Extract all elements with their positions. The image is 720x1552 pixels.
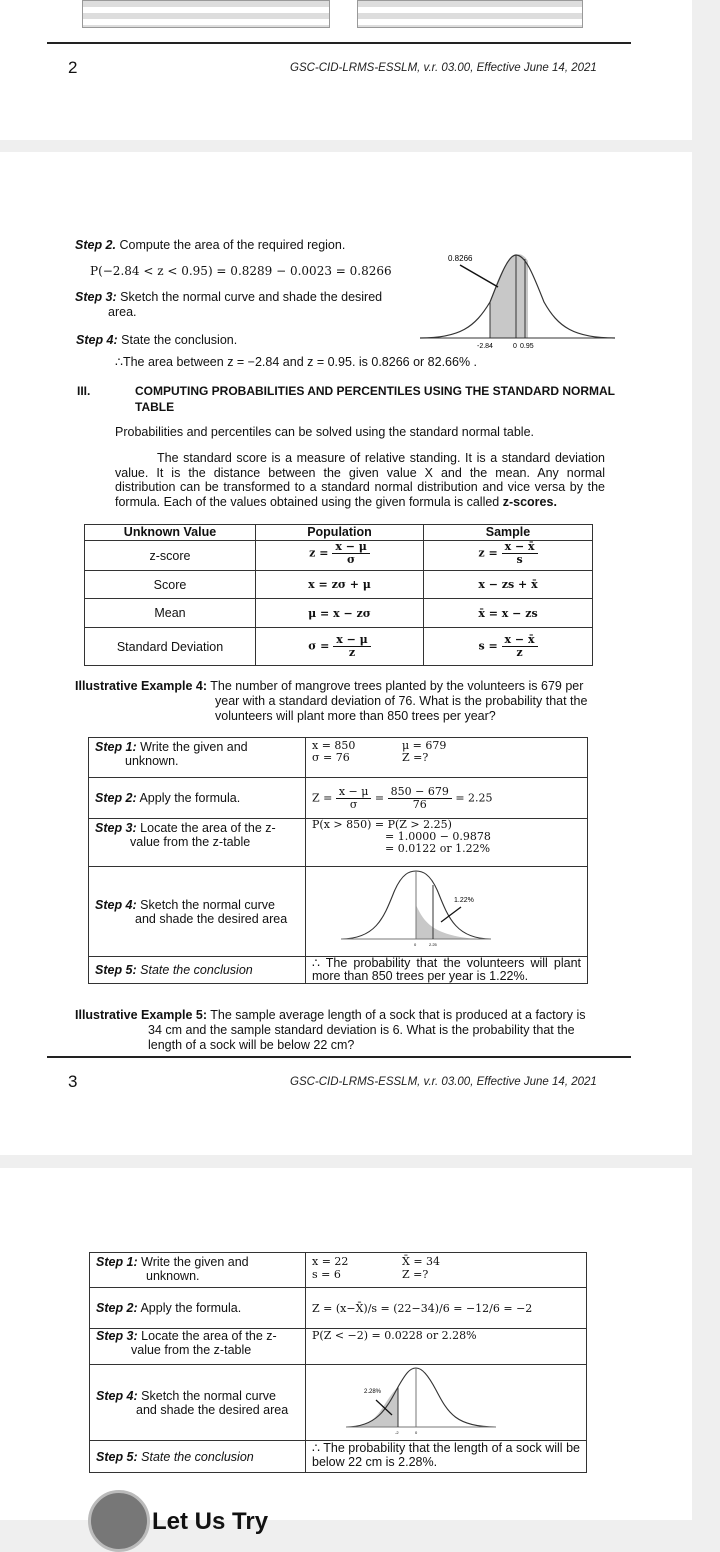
result: = 2.25 <box>455 791 493 804</box>
step2-formula: P(−2.84 < z < 0.95) = 0.8289 − 0.0023 = 0.8266 <box>90 264 392 278</box>
area-label: 1.22% <box>454 897 474 904</box>
curve <box>346 1368 496 1427</box>
given-value: s = 6 <box>312 1268 341 1281</box>
given-value: Z =? <box>402 1268 429 1281</box>
example-text: The sample average length of a sock that is produced at a factory is <box>207 1008 586 1022</box>
row-label: Mean <box>85 599 256 628</box>
step-label: Step 1: <box>96 1255 138 1269</box>
calc-line: P(Z < −2) = 0.0228 or 2.28% <box>306 1329 587 1365</box>
page-number: 3 <box>68 1072 78 1091</box>
numerator: x − μ <box>333 634 371 647</box>
table-row <box>89 819 588 867</box>
conclusion-text: ∴ The probability that the volunteers will plant more than 850 trees per year is 1.22%. <box>306 957 588 984</box>
example-text: volunteers will plant more than 850 trees per year? <box>215 709 496 723</box>
step-text: Write the given and <box>137 1255 249 1269</box>
step-text: State the conclusion <box>136 963 253 977</box>
example-label: Illustrative Example 4: <box>75 679 208 693</box>
conclusion-text: ∴ The probability that the length of a sock will be below 22 cm is 2.28%. <box>306 1441 587 1473</box>
bold-term: z-scores. <box>502 494 557 509</box>
arrow <box>460 265 498 287</box>
step-label: Step 5: <box>96 1449 138 1464</box>
formula: x − zs + x̄ <box>424 571 593 599</box>
table-row <box>85 541 593 571</box>
normal-curve-diagram-3 <box>306 1365 586 1437</box>
z-score-paragraph <box>115 451 605 509</box>
tick-label: -2.84 <box>477 343 493 350</box>
step-label: Step 4: <box>76 333 118 347</box>
tick-label: 0 <box>513 343 517 350</box>
step4-line <box>76 333 237 348</box>
denominator: σ <box>347 553 356 566</box>
column-header: Sample <box>424 525 593 541</box>
conclusion: ∴The area between z = −2.84 and z = 0.95. is 0.8266 or 82.66% . <box>115 355 478 369</box>
step-label: Step 2: <box>95 791 137 805</box>
page-number: 2 <box>68 58 78 77</box>
table-row: Step 2: Apply the formula. Z = $\frac{x - \mu}{\sigma}$ = $\frac{850 - 679}{76}$ = 2.25 <box>89 778 588 819</box>
intro-text: Probabilities and percentiles can be solved using the standard normal table. <box>115 425 535 439</box>
page-footer: GSC-CID-LRMS-ESSLM, v.r. 03.00, Effective June 14, 2021 <box>290 1076 597 1088</box>
step-text: Locate the area of the z- <box>137 1329 277 1343</box>
step-label: Step 3: <box>75 290 117 304</box>
section-number: III. <box>77 384 91 398</box>
table-row <box>85 628 593 666</box>
denominator: z <box>348 646 356 659</box>
step-text: value from the z-table <box>130 835 251 849</box>
area-label: 0.8266 <box>448 254 473 263</box>
formula-table <box>84 524 593 666</box>
tick-label: 0 <box>414 942 417 947</box>
table-row <box>90 1288 587 1329</box>
formula: μ = x − zσ <box>256 599 424 628</box>
calc-line: = 0.0122 or 1.22% <box>385 842 491 855</box>
example-label: Illustrative Example 5: <box>75 1008 208 1022</box>
step-label: Step 5: <box>95 963 137 977</box>
step-text: Sketch the normal curve <box>137 1388 276 1403</box>
table-row <box>89 738 588 778</box>
example-5-table <box>89 1252 587 1473</box>
tick-label: 2.25 <box>429 942 437 947</box>
step-text: unknown. <box>146 1269 200 1283</box>
example-text: length of a sock will be below 22 cm? <box>148 1038 355 1052</box>
section-heading: COMPUTING PROBABILITIES AND PERCENTILES USING THE STANDARD NORMAL TABLE <box>135 384 615 414</box>
step-label: Step 3: <box>96 1329 138 1343</box>
step-label: Step 2. <box>75 238 116 252</box>
area-label: 2.28% <box>364 1389 382 1395</box>
given-value: Z =? <box>402 751 429 764</box>
example-5-prompt <box>75 1008 615 1053</box>
given-value: x = 850 <box>312 739 356 752</box>
page-2 <box>0 152 692 1155</box>
page-footer: GSC-CID-LRMS-ESSLM, v.r. 03.00, Effective June 14, 2021 <box>290 62 597 74</box>
row-label: Score <box>85 571 256 599</box>
denominator: σ <box>349 797 358 811</box>
tick-label: 0.95 <box>520 343 534 350</box>
step-text: Sketch the normal curve and shade the desired <box>116 290 383 304</box>
step-label: Step 4: <box>95 897 137 912</box>
step2-line <box>75 238 345 253</box>
formula: σ = <box>308 639 330 653</box>
table-row <box>89 957 588 984</box>
table-row <box>85 599 593 628</box>
page-3 <box>0 1168 692 1535</box>
step-label: Step 2: <box>96 1301 138 1315</box>
step-text: value from the z-table <box>131 1343 252 1357</box>
step-text: Locate the area of the z- <box>136 821 276 835</box>
footer-rule <box>47 42 631 44</box>
page-1-fragment <box>0 0 692 140</box>
step-label: Step 4: <box>96 1388 138 1403</box>
step-text: State the conclusion <box>137 1449 254 1464</box>
numerator: x − x̄ <box>502 634 538 647</box>
given-value: X̄ = 34 <box>402 1255 441 1268</box>
column-header: Unknown Value <box>85 525 256 541</box>
numerator: x − x̄ <box>502 541 538 554</box>
formula: x = zσ + μ <box>256 571 424 599</box>
tick-label: 0 <box>415 1430 418 1435</box>
step-text: area. <box>108 305 137 319</box>
step3-line <box>75 290 405 320</box>
denominator: z <box>516 646 523 659</box>
example-4-table <box>88 737 588 984</box>
table-row <box>90 1441 587 1473</box>
normal-curve-diagram-2 <box>306 867 586 953</box>
step-text: State the conclusion. <box>117 333 238 347</box>
shaded-area <box>490 254 528 338</box>
puzzle-gear-icon <box>88 1490 150 1552</box>
table-row <box>90 1365 587 1441</box>
step-label: Step 1: <box>95 740 137 754</box>
example-4-prompt <box>75 679 615 724</box>
formula: Z = <box>312 791 333 804</box>
section-heading: Let Us Try <box>152 1508 269 1535</box>
table-row <box>90 1253 587 1288</box>
example-text: year with a standard deviation of 76. What is the probability that the <box>215 694 588 708</box>
z-table-image-negative <box>82 0 330 28</box>
step-text: unknown. <box>125 754 179 768</box>
formula: z = <box>478 546 498 560</box>
z-table-image-positive <box>357 0 583 28</box>
given-value: σ = 76 <box>312 751 350 764</box>
denominator: 76 <box>412 797 427 811</box>
numerator: 850 − 679 <box>388 786 452 799</box>
step-label: Step 3: <box>95 821 137 835</box>
paragraph-text: The standard score is a measure of relative standing. It is a standard deviation value. It is the distance between the given value X and the mean. Any normal distribution can be transformed to a standard normal distribution and vice versa by the formula. Each of the values obtained using the given formula is called <box>115 451 605 509</box>
table-row <box>89 867 588 957</box>
numerator: x − μ <box>336 786 372 799</box>
calc-line: = 1.0000 − 0.9878 <box>385 830 491 843</box>
step-text: Apply the formula. <box>136 791 241 805</box>
numerator: x − μ <box>332 541 370 554</box>
column-header: Population <box>256 525 424 541</box>
given-value: μ = 679 <box>402 739 447 752</box>
step-text: and shade the desired area <box>136 1402 289 1417</box>
step-text: Compute the area of the required region. <box>116 238 346 252</box>
footer-rule <box>47 1056 631 1058</box>
table-row <box>90 1329 587 1365</box>
calc-line: P(x > 850) = P(Z > 2.25) <box>312 818 452 831</box>
formula: z = <box>309 546 329 560</box>
row-label: Standard Deviation <box>85 628 256 666</box>
formula: Z = (x−X̄)/s = (22−34)/6 = −12/6 = −2 <box>306 1288 587 1329</box>
tick-label: -2 <box>395 1430 399 1435</box>
step-text: Write the given and <box>136 740 248 754</box>
denominator: s <box>516 553 523 566</box>
example-text: 34 cm and the sample standard deviation is 6. What is the probability that the <box>148 1023 575 1037</box>
row-label: z-score <box>85 541 256 571</box>
example-text: The number of mangrove trees planted by the volunteers is 679 per <box>207 679 584 693</box>
formula: x̄ = x − zs <box>424 599 593 628</box>
formula: s = <box>478 639 498 653</box>
normal-curve-diagram-1 <box>420 247 620 351</box>
step-text: Sketch the normal curve <box>136 897 275 912</box>
step-text: and shade the desired area <box>135 911 288 926</box>
step-text: Apply the formula. <box>137 1301 242 1315</box>
table-row <box>85 571 593 599</box>
given-value: x = 22 <box>312 1255 349 1268</box>
